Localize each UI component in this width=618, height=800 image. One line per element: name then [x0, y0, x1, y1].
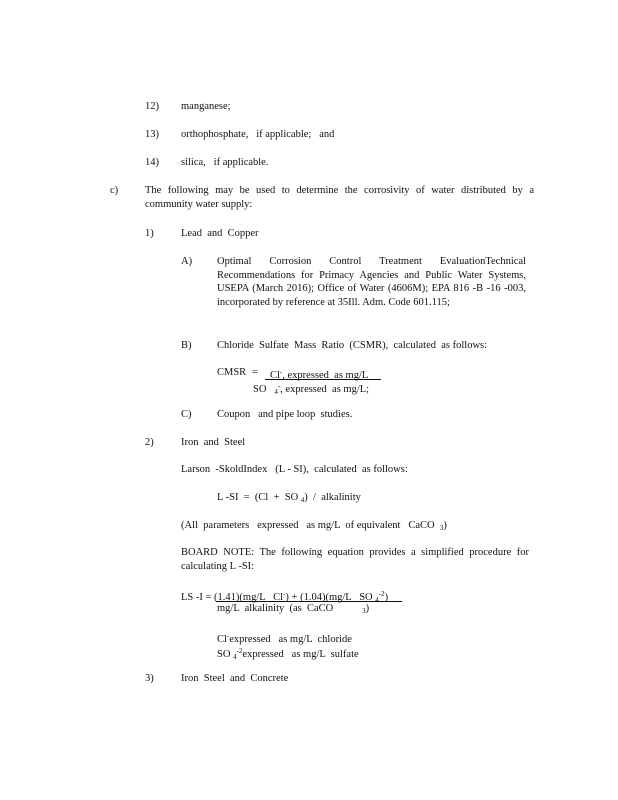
- item-text-orthophosphate: orthophosphate, if applicable; and: [181, 129, 335, 140]
- item-letter-a: A): [181, 256, 193, 267]
- subsection-number-3: 3): [145, 673, 154, 684]
- chloride-definition: Cl-expressed as mg/L chloride: [217, 632, 352, 645]
- sulfate-definition: SO $_4^{-2}$expressed as mg/L sulfate: [217, 647, 359, 661]
- item-number-12: 12): [145, 101, 159, 112]
- item-letter-b: B): [181, 340, 192, 351]
- item-text-silica: silica, if applicable.: [181, 157, 269, 168]
- subsection-number-1: 1): [145, 228, 154, 239]
- subsection-number-2: 2): [145, 437, 154, 448]
- csmr-numerator: Cl-, expressed as mg/L: [270, 368, 369, 381]
- item-b-text: Chloride Sulfate Mass Ratio (CSMR), calculated as follows:: [217, 340, 488, 351]
- lsi-simplified-denominator: mg/L alkalinity (as CaCO $_3$): [217, 603, 370, 615]
- lsi-formula: L -SI = (Cl + SO $_4$) / alkalinity: [217, 492, 361, 504]
- subsection-title-lead-copper: Lead and Copper: [181, 228, 259, 239]
- item-text-manganese: manganese;: [181, 101, 231, 112]
- item-number-13: 13): [145, 129, 159, 140]
- csmr-lhs: CMSR: [217, 367, 247, 378]
- lsi-simplified-numerator: LS -I = (1.41)(mg/L Cl-) + (1.04)(mg/L SO $_4^{-2}$): [181, 590, 389, 604]
- section-letter-c: c): [110, 185, 119, 196]
- item-a-text: Optimal Corrosion Control Treatment EvaluationTechnical Recommendations for Primacy Agencies and Public Water Systems, USEPA (March 2016); Office of Water (4606M); EPA 816 -B -16 -003, incorporated by reference at 35Ill. Adm. Code 601.115;: [217, 256, 526, 308]
- parameters-note: (All parameters expressed as mg/L of equivalent CaCO $_3$): [181, 520, 447, 532]
- subsection-title-iron-steel: Iron and Steel: [181, 437, 246, 448]
- larson-skold-text: Larson -SkoldIndex (L - SI), calculated as follows:: [181, 464, 408, 475]
- section-c-text: The following may be used to determine the corrosivity of water distributed by a community water supply:: [145, 185, 534, 210]
- item-number-14: 14): [145, 157, 159, 168]
- csmr-equals: =: [252, 367, 258, 378]
- board-note: BOARD NOTE: The following equation provides a simplified procedure for calculating L -SI:: [181, 547, 529, 572]
- item-letter-c: C): [181, 409, 192, 420]
- csmr-denominator: SO $_4$-, expressed as mg/L;: [253, 382, 370, 396]
- item-c-text: Coupon and pipe loop studies.: [217, 409, 353, 420]
- subsection-title-iron-steel-concrete: Iron Steel and Concrete: [181, 673, 289, 684]
